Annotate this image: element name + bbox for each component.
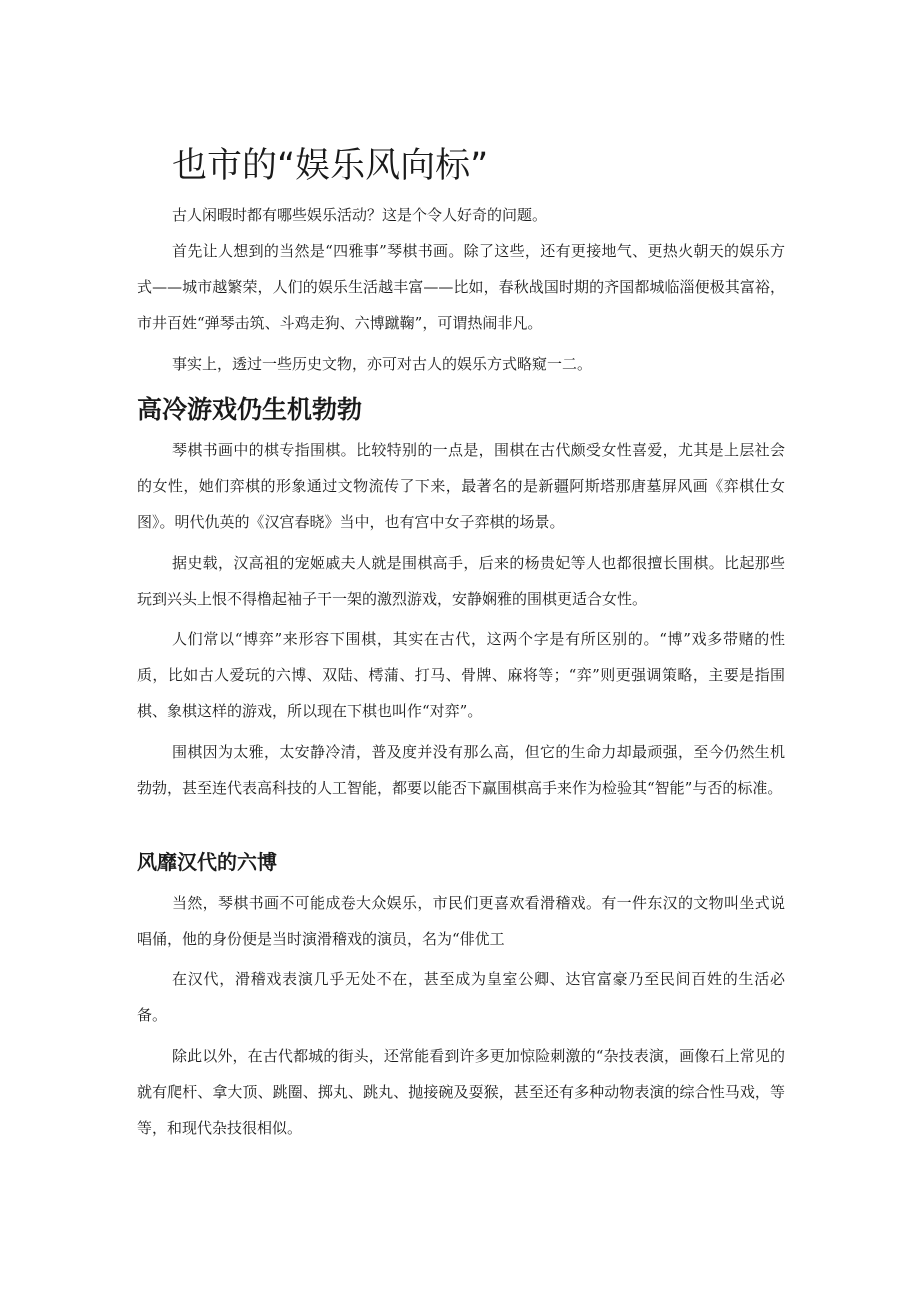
section1-paragraph-2: 据史载，汉高祖的宠姬戚夫人就是围棋高手，后来的杨贵妃等人也都很擅长围棋。比起那些玩到兴头上恨不得橹起袖子干一架的激烈游戏，安静娴雅的围棋更适合女性。 bbox=[137, 554, 785, 608]
section2-paragraph-1: 当然，琴棋书画不可能成卷大众娱乐，市民们更喜欢看滑稽戏。有一件东汉的文物叫坐式说唱俑，他的身份便是当时演滑稽戏的演员，名为“俳优工 bbox=[137, 894, 785, 948]
section1-paragraph-3: 人们常以“博弈”来形容下围棋，其实在古代，这两个字是有所区别的。“博”戏多带赌的性质，比如古人爱玩的六博、双陆、樗蒲、打马、骨牌、麻将等；“弈”则更强调策略，主要是指围棋、象棋这样的游戏，所以现在下棋也叫作“对弈”。 bbox=[137, 630, 785, 720]
section2-paragraph-3: 除此以外，在古代都城的街头，还常能看到许多更加惊险刺激的“杂技表演，画像石上常见的就有爬杆、拿大顶、跳圈、掷丸、跳丸、抛接碗及耍猴，甚至还有多种动物表演的综合性马戏，等等，和现代杂技很相似。 bbox=[137, 1047, 785, 1137]
intro-paragraph-2: 首先让人想到的当然是“四雅事”琴棋书画。除了这些，还有更接地气、更热火朝天的娱乐方式——城市越繁荣，人们的娱乐生活越丰富——比如，春秋战国时期的齐国都城临淄便极其富裕，市井百姓“弹琴击筑、斗鸡走狗、六博蹴鞠”，可谓热闹非凡。 bbox=[137, 242, 785, 332]
intro-paragraph-1: 古人闲暇时都有哪些娱乐活动？这是个令人好奇的问题。 bbox=[172, 206, 548, 224]
section-heading-liubo: 风靡汉代的六博 bbox=[137, 850, 277, 874]
page-title: 也市的“娱乐风向标” bbox=[172, 146, 489, 186]
section1-paragraph-4: 围棋因为太雅，太安静冷清，普及度并没有那么高，但它的生命力却最顽强，至今仍然生机勃勃，甚至连代表高科技的人工智能，都要以能否下赢围棋高手来作为检验其“智能”与否的标准。 bbox=[137, 743, 785, 797]
section-heading-go: 高冷游戏仍生机勃勃 bbox=[137, 395, 363, 424]
section1-paragraph-1: 琴棋书画中的棋专指围棋。比较特别的一点是，围棋在古代颇受女性喜爱，尤其是上层社会的女性，她们弈棋的形象通过文物流传了下来，最著名的是新疆阿斯塔那唐墓屏风画《弈棋仕女图》。明代仇英的《汉宫春晓》当中，也有宫中女子弈棋的场景。 bbox=[137, 441, 785, 531]
section2-paragraph-2: 在汉代，滑稽戏表演几乎无处不在，甚至成为皇室公卿、达官富豪乃至民间百姓的生活必备。 bbox=[137, 970, 785, 1024]
intro-paragraph-3: 事实上，透过一些历史文物，亦可对古人的娱乐方式略窥一二。 bbox=[172, 355, 593, 373]
